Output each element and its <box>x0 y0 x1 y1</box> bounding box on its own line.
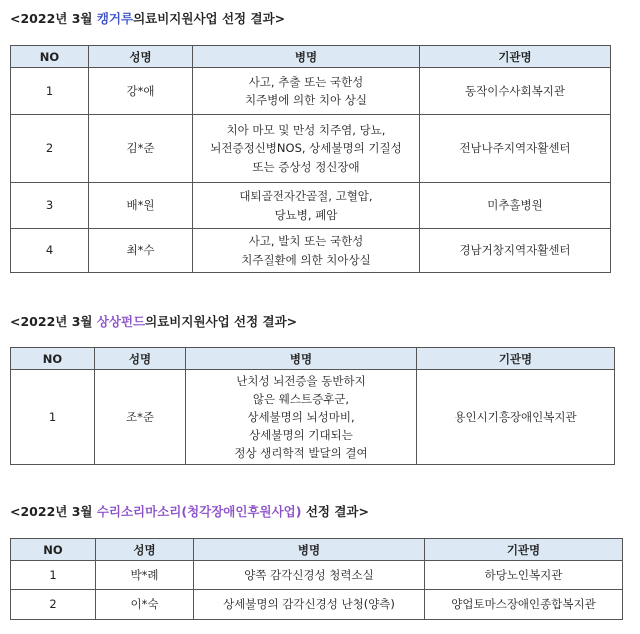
heading-suffix: 선정 결과> <box>301 504 369 519</box>
header-org: 기관명 <box>417 348 615 370</box>
heading-prefix: <2022년 3월 <box>10 504 97 519</box>
cell-no: 1 <box>11 561 96 590</box>
results-table-kangaroo <box>10 45 611 273</box>
cell-name: 최*수 <box>89 229 193 273</box>
disease-line: 사고, 발치 또는 국한성 <box>248 234 364 248</box>
table-row <box>11 229 611 273</box>
disease-line: 치아 마모 및 만성 치주염, 당뇨, <box>226 122 386 137</box>
disease-line: 당뇨병, 폐암 <box>274 207 338 222</box>
disease-line: 대퇴골전자간골절, 고혈압, <box>239 189 373 203</box>
heading-prefix: <2022년 3월 <box>10 314 97 329</box>
table-header-row <box>11 46 611 68</box>
disease-line: 치주병에 의한 치아 상실 <box>244 93 368 107</box>
header-org: 기관명 <box>420 46 611 68</box>
cell-disease <box>193 183 420 229</box>
cell-org: 전남나주지역자활센터 <box>420 115 611 183</box>
cell-org: 경남거창지역자활센터 <box>420 229 611 273</box>
disease-line: 또는 증상성 정신장애 <box>252 159 360 174</box>
cell-name: 이*숙 <box>96 590 194 620</box>
table-row <box>11 115 611 183</box>
table-row <box>11 590 623 620</box>
section-heading-sangsang-fund <box>10 312 297 330</box>
disease-line: 상세불명의 뇌성마비, <box>247 410 355 424</box>
cell-name: 조*준 <box>95 370 186 465</box>
header-no: NO <box>11 348 95 370</box>
cell-org: 양업토마스장애인종합복지관 <box>425 590 623 620</box>
heading-suffix: 의료비지원사업 선정 결과> <box>133 11 286 26</box>
header-disease: 병명 <box>186 348 417 370</box>
table-row <box>11 561 623 590</box>
heading-program-name: 캥거루 <box>96 11 134 26</box>
heading-suffix: 의료비지원사업 선정 결과> <box>145 314 298 329</box>
header-no: NO <box>11 46 89 68</box>
disease-line: 정상 생리학적 발달의 결여 <box>234 446 368 460</box>
cell-org: 미추홀병원 <box>420 183 611 229</box>
cell-name: 배*원 <box>89 183 193 229</box>
heading-program-name: 수리소리마소리(청각장애인후원사업) <box>96 504 302 519</box>
cell-name: 박*례 <box>96 561 194 590</box>
header-no: NO <box>11 539 96 561</box>
disease-line: 뇌전증정신병NOS, 상세불명의 기질성 <box>210 141 402 156</box>
cell-name: 강*애 <box>89 68 193 115</box>
header-name: 성명 <box>96 539 194 561</box>
heading-program-name: 상상펀드 <box>96 314 146 329</box>
cell-org: 동작이수사회복지관 <box>420 68 611 115</box>
table-row <box>11 68 611 115</box>
cell-no: 4 <box>11 229 89 273</box>
disease-line: 상세불명의 기대되는 <box>249 428 353 442</box>
section-heading-kangaroo <box>10 9 285 27</box>
cell-disease <box>193 229 420 273</box>
cell-no: 2 <box>11 115 89 183</box>
header-org: 기관명 <box>425 539 623 561</box>
cell-disease: 양쪽 감각신경성 청력소실 <box>194 561 425 590</box>
cell-disease <box>193 115 420 183</box>
disease-line: 않은 웨스트증후군, <box>252 392 350 406</box>
cell-disease: 상세불명의 감각신경성 난청(양측) <box>194 590 425 620</box>
disease-line: 난치성 뇌전증을 동반하지 <box>236 374 366 388</box>
disease-line: 사고, 추출 또는 국한성 <box>248 74 364 89</box>
cell-no: 3 <box>11 183 89 229</box>
cell-no: 1 <box>11 68 89 115</box>
disease-line: 치주질환에 의한 치아상실 <box>241 252 371 267</box>
results-table-sangsang-fund <box>10 347 615 465</box>
cell-name: 김*준 <box>89 115 193 183</box>
header-name: 성명 <box>95 348 186 370</box>
cell-org: 용인시기흥장애인복지관 <box>417 370 615 465</box>
cell-no: 2 <box>11 590 96 620</box>
cell-disease <box>193 68 420 115</box>
cell-org: 하당노인복지관 <box>425 561 623 590</box>
results-table-surisori <box>10 538 623 620</box>
table-row <box>11 183 611 229</box>
heading-prefix: <2022년 3월 <box>10 11 97 26</box>
cell-no: 1 <box>11 370 95 465</box>
section-heading-surisori <box>10 502 369 520</box>
table-row <box>11 370 615 465</box>
cell-disease <box>186 370 417 465</box>
table-header-row <box>11 348 615 370</box>
table-header-row <box>11 539 623 561</box>
header-name: 성명 <box>89 46 193 68</box>
header-disease: 병명 <box>193 46 420 68</box>
header-disease: 병명 <box>194 539 425 561</box>
